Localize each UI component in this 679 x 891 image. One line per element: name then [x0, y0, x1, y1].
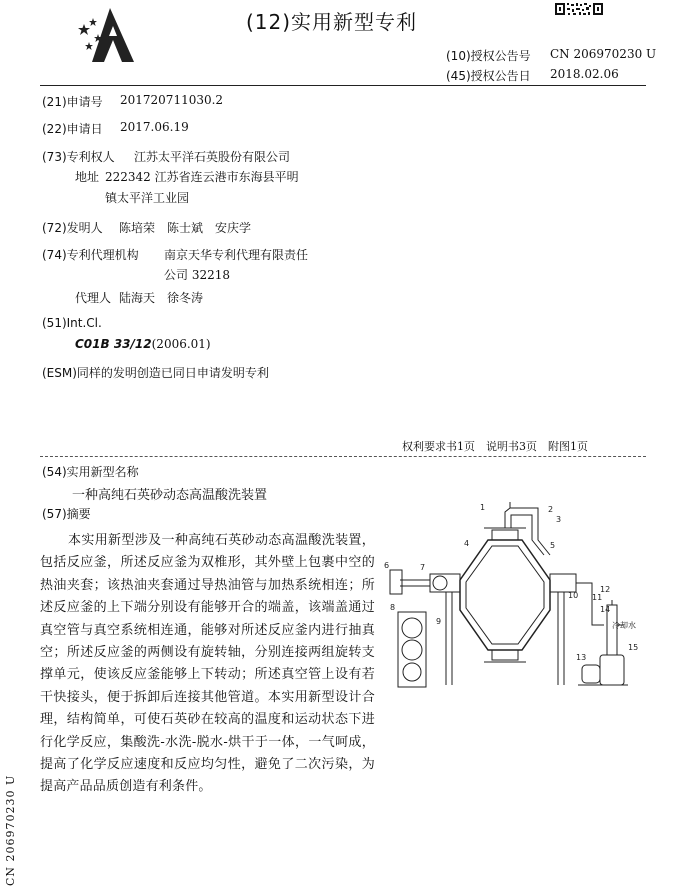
apparatus-figure [360, 500, 650, 700]
label-12: 12 [600, 585, 611, 594]
pub-no-value: CN 206970230 U [550, 47, 657, 61]
label-2: 2 [548, 505, 554, 514]
agency-line1: 南京天华专利代理有限责任 [164, 248, 309, 262]
page-counts: 权利要求书1页 说明书3页 附图1页 [402, 440, 588, 453]
address-line2: 镇太平洋工业园 [105, 191, 190, 205]
label-10: 10 [568, 591, 579, 600]
inventor-value: 陈培荣 陈士斌 安庆学 [119, 221, 252, 235]
address-label: 地址 [75, 170, 100, 184]
intcl-entry [75, 337, 211, 351]
qr-code [554, 2, 604, 16]
label-5: 5 [550, 541, 556, 550]
intcl-label: (51)Int.Cl. [42, 316, 102, 330]
agent-label: 代理人 [75, 291, 112, 305]
abstract-label: (57)摘要 [42, 507, 91, 521]
label-6: 6 [384, 561, 390, 570]
rotating-shaft-left [390, 570, 460, 685]
pub-no-label: (10)授权公告号 [446, 49, 531, 63]
pub-date-value: 2018.02.06 [550, 67, 619, 81]
inventor-label: (72)发明人 [42, 221, 103, 235]
app-no-value: 201720711030.2 [120, 93, 224, 107]
utility-title-value: 一种高纯石英砂动态高温酸洗装置 [72, 488, 268, 503]
section-divider [40, 456, 646, 457]
agency-line2: 公司 32218 [164, 268, 230, 282]
app-no-label: (21)申请号 [42, 95, 103, 109]
patentee-value: 江苏太平洋石英股份有限公司 [134, 150, 291, 164]
label-13: 13 [576, 653, 587, 662]
pub-date-label: (45)授权公告日 [446, 69, 531, 83]
agency-label: (74)专利代理机构 [42, 248, 139, 262]
support-column [398, 612, 426, 687]
patentee-label: (73)专利权人 [42, 150, 115, 164]
reactor-vessel [460, 528, 550, 662]
label-9: 9 [436, 617, 442, 626]
label-15: 15 [628, 643, 639, 652]
label-7: 7 [420, 563, 426, 572]
patent-office-logo [76, 4, 136, 64]
label-14: 14 [600, 605, 611, 614]
abstract-text: 本实用新型涉及一种高纯石英砂动态高温酸洗装置，包括反应釜，所述反应釜为双椎形，其外壁上包裹中空的热油夹套；该热油夹套通过导热油管与加热系统相连；所述反应釜的上下端分别设有能够开合的端盖，该端盖通过真空管与真空系统相连通，能够对所述反应釜内进行抽真空；所述反应釜的两侧设有旋转轴，分别连接两组旋转支撑单元，使该反应釜能够上下转动；所述真空管上设有若干快接头，便于拆卸后连接其他管道。本实用新型设计合理，结构简单，可使石英砂在较高的温度和运动状态下进行化学反应，集酸洗-水洗-脱水-烘干于一体，一气呵成，提高了化学反应速度和反应均匀性，避免了二次污染，为提高产品品质创造有利条件。 [40, 533, 375, 795]
label-3: 3 [556, 515, 562, 524]
utility-title-label: (54)实用新型名称 [42, 465, 139, 479]
label-11: 11 [592, 593, 603, 602]
agent-value: 陆海天 徐冬涛 [119, 291, 204, 305]
label-1: 1 [480, 503, 486, 512]
side-publication-number: CN 206970230 U [4, 774, 17, 886]
address-line1: 222342 江苏省连云港市东海县平明 [105, 170, 299, 184]
intcl-code: C01B 33/12 [75, 337, 152, 351]
app-date-label: (22)申请日 [42, 122, 103, 136]
intcl-year: (2006.01) [151, 337, 211, 351]
esm-note: (ESM)同样的发明创造已同日申请发明专利 [42, 366, 269, 380]
page-title: (12)实用新型专利 [246, 10, 418, 34]
label-cooling-water: 冷却水 [612, 621, 636, 630]
header-rule [40, 85, 646, 86]
app-date-value: 2017.06.19 [120, 120, 189, 134]
label-4: 4 [464, 539, 470, 548]
label-8: 8 [390, 603, 396, 612]
